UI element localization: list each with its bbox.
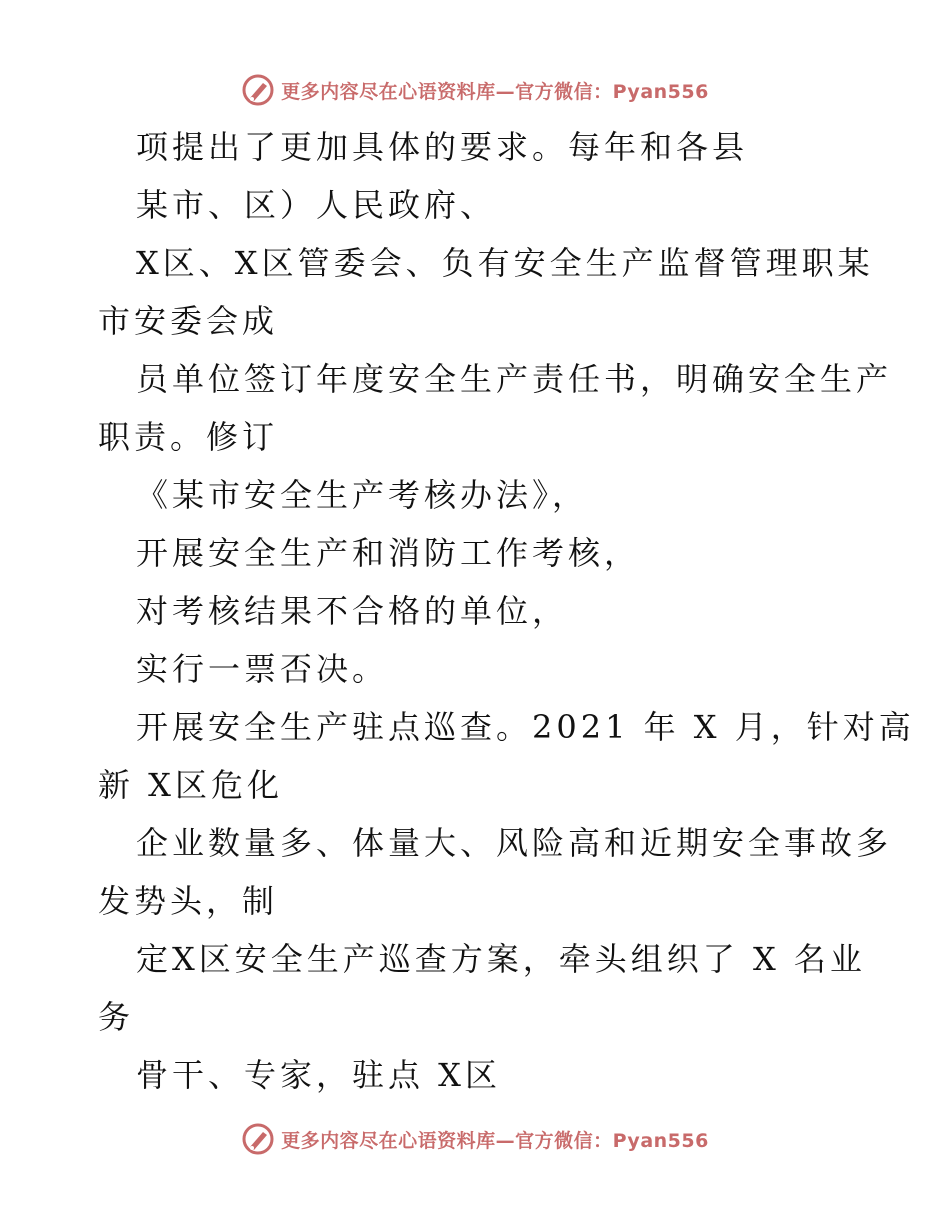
text-line: 员单位签订年度安全生产责任书，明确安全生产 <box>136 360 893 398</box>
text-line: 骨干、专家，驻点 X区 <box>136 1056 501 1094</box>
footer-banner <box>0 1119 950 1159</box>
text-line: 项提出了更加具体的要求。每年和各县 <box>136 128 749 166</box>
text-line: 企业数量多、体量大、风险高和近期安全事故多 <box>136 824 893 862</box>
text-line: 市安委会成 <box>98 302 279 340</box>
document-body <box>98 118 915 1104</box>
text-line: 《某市安全生产考核办法》， <box>136 476 589 514</box>
pen-logo-icon <box>241 1122 275 1156</box>
text-line: 某市、区）人民政府、 <box>136 186 497 224</box>
text-line: 开展安全生产驻点巡查。2021 年 X 月，针对高 <box>136 708 915 746</box>
text-line: 新 X区危化 <box>98 766 283 804</box>
header-banner-text: 更多内容尽在心语资料库—官方微信：Pyan556 <box>281 80 709 103</box>
text-line: X区、X区管委会、负有安全生产监督管理职某 <box>136 244 874 282</box>
text-line: 发势头，制 <box>98 882 279 920</box>
text-line: 定X区安全生产巡查方案，牵头组织了 X 名业 <box>136 940 866 978</box>
text-line: 对考核结果不合格的单位， <box>136 592 569 630</box>
text-line: 实行一票否决。 <box>136 650 389 688</box>
pen-logo-icon <box>241 73 275 107</box>
text-line: 开展安全生产和消防工作考核， <box>136 534 641 572</box>
header-banner <box>0 70 950 110</box>
text-line: 务 <box>98 998 135 1036</box>
footer-banner-text: 更多内容尽在心语资料库—官方微信：Pyan556 <box>281 1129 709 1152</box>
text-line: 职责。修订 <box>98 418 279 456</box>
